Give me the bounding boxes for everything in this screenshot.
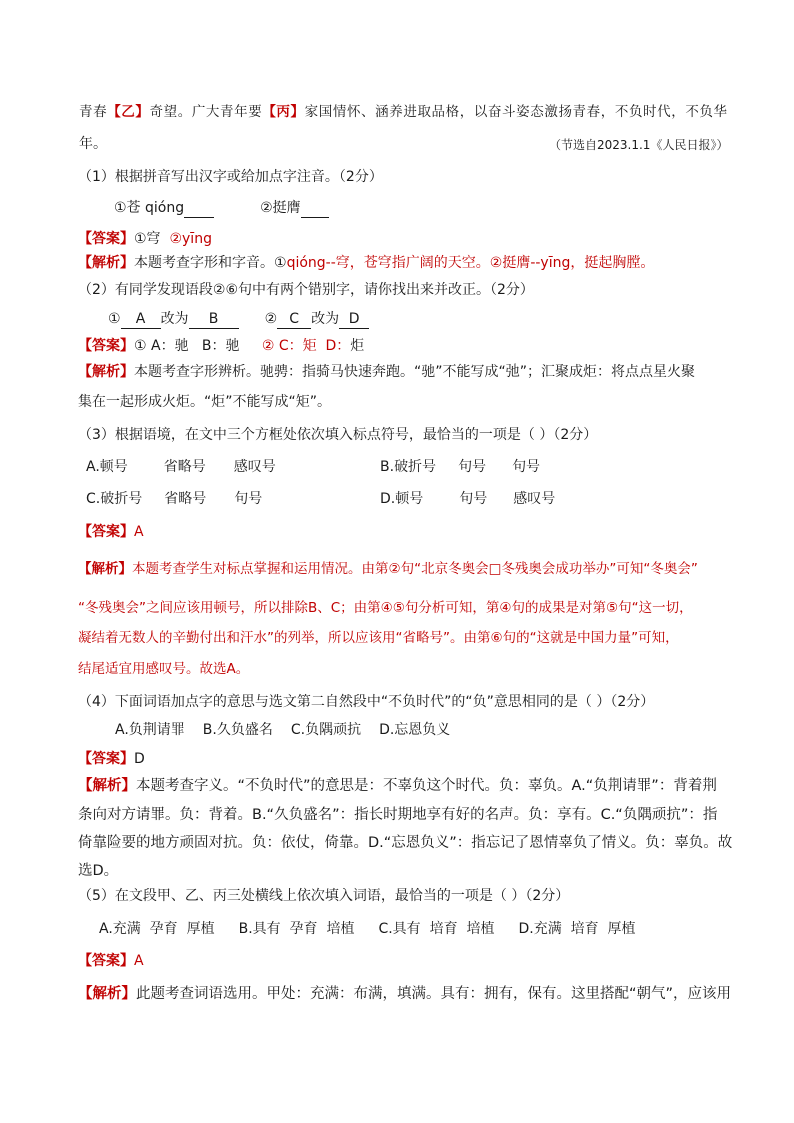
q4-analysis-2: 条向对方请罪。负：背着。B.“久负盛名”：指长时期地享有好的名声。负：享有。C.“负隅顽抗”：指 bbox=[78, 807, 718, 823]
q3-answer: 【答案】A bbox=[78, 524, 144, 540]
q2-stem: （2）有同学发现语段②⑥句中有两个错别字，请你找出来并改正。（2分） bbox=[78, 282, 534, 298]
q5-options: A.充满 孕育 厚植 B.具有 孕育 培植 C.具有 培育 培植 D.充满 培育 厚植 bbox=[99, 921, 636, 937]
q2-answer: 【答案】① A：驰 B：驰 ② C：矩 D：炬 bbox=[78, 338, 365, 354]
q5-analysis-1: 【解析】此题考查词语选用。甲处：充满：布满，填满。具有：拥有，保有。这里搭配“朝气”，应该用 bbox=[78, 986, 732, 1002]
blank-marker-bing: 【丙】 bbox=[262, 104, 305, 120]
q2-analysis-1: 【解析】本题考查字形辨析。驰骋：指骑马快速奔跑。“驰”不能写成“弛”；汇聚成炬：将点点星火聚 bbox=[78, 364, 696, 380]
answer-blank bbox=[184, 199, 214, 218]
source-citation: （节选自2023.1.1《人民日报》） bbox=[549, 138, 729, 152]
q1-items: ①苍 qióng ②挺膺 bbox=[114, 198, 329, 218]
q4-answer: 【答案】D bbox=[78, 751, 145, 767]
q3-option-d: D.顿号 句号 感叹号 bbox=[380, 491, 556, 507]
blank-marker-yi: 【乙】 bbox=[107, 104, 150, 120]
q3-option-b: B.破折号 句号 句号 bbox=[380, 459, 541, 475]
q2-blanks: ① A 改为 B ② C 改为 D bbox=[108, 309, 369, 329]
q4-analysis-1: 【解析】本题考查字义。“不负时代”的意思是：不辜负这个时代。负：辜负。A.“负荆请罪”：背着荆 bbox=[78, 778, 717, 794]
q5-stem: （5）在文段甲、乙、丙三处横线上依次填入词语，最恰当的一项是（ ）（2分） bbox=[78, 888, 570, 904]
q4-analysis-3: 倚靠险要的地方顽固对抗。负：依仗，倚靠。D.“忘恩负义”：指忘记了恩情辜负了情义。负：辜负。故 bbox=[78, 835, 733, 851]
q3-option-c: C.破折号 省略号 句号 bbox=[86, 491, 263, 507]
q3-analysis-3: 凝结着无数人的辛勤付出和汗水”的列举，所以应该用“省略号”。由第⑥句的“这就是中国力量”可知， bbox=[78, 630, 679, 646]
q3-stem: （3）根据语境，在文中三个方框处依次填入标点符号，最恰当的一项是（ ）（2分） bbox=[78, 427, 598, 443]
q3-analysis-4: 结尾适宜用感叹号。故选A。 bbox=[78, 661, 250, 677]
q1-stem: （1）根据拼音写出汉字或给加点字注音。（2分） bbox=[78, 169, 383, 185]
q4-stem: （4）下面词语加点字的意思与选文第二自然段中“不负时代”的“负”意思相同的是（ ）（2分） bbox=[78, 694, 655, 710]
q1-analysis: 【解析】本题考查字形和字音。①qióng--穹，苍穹指广阔的天空。②挺膺--yīng，挺起胸膛。 bbox=[78, 255, 655, 271]
q2-analysis-2: 集在一起形成火炬。“炬”不能写成“矩”。 bbox=[78, 394, 332, 410]
q4-analysis-4: 选D。 bbox=[78, 863, 119, 879]
passage-line-1: 青春【乙】奇望。广大青年要【丙】家国情怀、涵养进取品格，以奋斗姿态激扬青春，不负时代，不负华 bbox=[79, 104, 728, 120]
q4-options: A.负荆请罪 B.久负盛名 C.负隅顽抗 D.忘恩负义 bbox=[115, 722, 451, 738]
q5-answer: 【答案】A bbox=[78, 953, 144, 969]
q3-analysis-1: 【解析】本题考查学生对标点掌握和运用情况。由第②句“北京冬奥会□冬残奥会成功举办”可知“冬奥会” bbox=[78, 561, 698, 577]
q1-answer: 【答案】①穹 ②yīng bbox=[78, 231, 212, 247]
passage-line-2: 年。 bbox=[79, 136, 107, 152]
answer-blank bbox=[301, 199, 329, 218]
q3-analysis-2: “冬残奥会”之间应该用顿号，所以排除B、C；由第④⑤句分析可知，第④句的成果是对第⑤句“这一切， bbox=[78, 600, 693, 616]
q3-option-a: A.顿号 省略号 感叹号 bbox=[86, 459, 276, 475]
